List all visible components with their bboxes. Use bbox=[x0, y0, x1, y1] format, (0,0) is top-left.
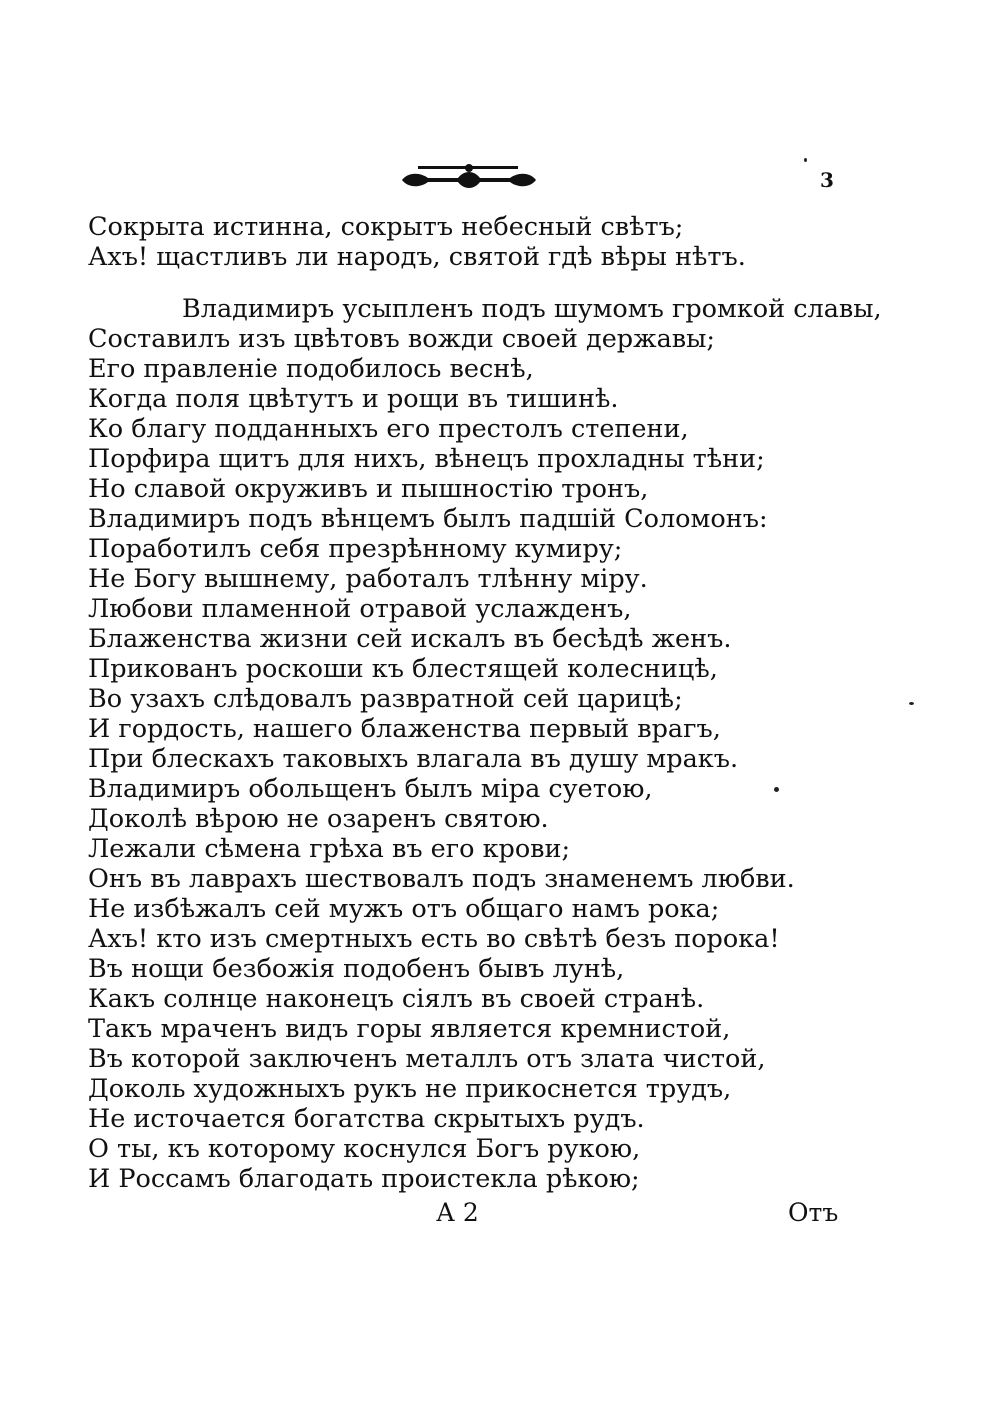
poem-line: Доколь художныхъ рукъ не прикоснется трудъ, bbox=[88, 1074, 732, 1104]
signature-mark: А 2 bbox=[436, 1198, 479, 1227]
poem-line: Составилъ изъ цвѣтовъ вожди своей державы; bbox=[88, 324, 716, 354]
page-number: 3 bbox=[820, 168, 834, 192]
poem-line: Порфира щитъ для нихъ, вѣнецъ прохладны тѣни; bbox=[88, 444, 765, 474]
poem-line: Когда поля цвѣтутъ и рощи въ тишинѣ. bbox=[88, 384, 619, 414]
poem-line: Ахъ! щастливъ ли народъ, святой гдѣ вѣры нѣтъ. bbox=[88, 242, 746, 272]
poem-line: Сокрыта истинна, сокрытъ небесный свѣтъ; bbox=[88, 212, 684, 242]
poem-line: Ко благу подданныхъ его престолъ степени, bbox=[88, 414, 689, 444]
poem-line: При блескахъ таковыхъ влагала въ душу мракъ. bbox=[88, 744, 739, 774]
poem-line: Владимиръ обольщенъ былъ міра суетою, bbox=[88, 774, 653, 804]
poem-line: Не источается богатства скрытыхъ рудъ. bbox=[88, 1104, 645, 1134]
poem-line: Но славой окруживъ и пышностію тронъ, bbox=[88, 474, 649, 504]
poem-line: Владимиръ усыпленъ подъ шумомъ громкой славы, bbox=[182, 294, 882, 324]
ink-speck bbox=[804, 158, 807, 162]
poem-line: Прикованъ роскоши къ блестящей колесницѣ, bbox=[88, 654, 718, 684]
poem-line: Не Богу вышнему, работалъ тлѣнну міру. bbox=[88, 564, 648, 594]
poem-line: Во узахъ слѣдовалъ развратной сей царицѣ; bbox=[88, 684, 683, 714]
poem-line: Какъ солнце наконецъ сіялъ въ своей странѣ. bbox=[88, 984, 705, 1014]
poem-line: Поработилъ себя презрѣнному кумиру; bbox=[88, 534, 623, 564]
catchword: Отъ bbox=[788, 1198, 839, 1227]
poem-line: Въ которой заключенъ металлъ отъ злата чистой, bbox=[88, 1044, 766, 1074]
poem-line: Такъ мраченъ видъ горы является кремнистой, bbox=[88, 1014, 731, 1044]
poem-line: Ахъ! кто изъ смертныхъ есть во свѣтѣ безъ порока! bbox=[88, 924, 780, 954]
poem-line: Владимиръ подъ вѣнцемъ былъ падшій Соломонъ: bbox=[88, 504, 768, 534]
printer-ornament-headpiece bbox=[398, 160, 540, 194]
poem-line: Онъ въ лаврахъ шествовалъ подъ знаменемъ любви. bbox=[88, 864, 795, 894]
poem-line: Лежали сѣмена грѣха въ его крови; bbox=[88, 834, 571, 864]
poem-line: О ты, къ которому коснулся Богъ рукою, bbox=[88, 1134, 641, 1164]
poem-text bbox=[88, 212, 882, 1194]
poem-line: Въ нощи безбожія подобенъ бывъ лунѣ, bbox=[88, 954, 625, 984]
poem-line: И гордость, нашего блаженства первый врагъ, bbox=[88, 714, 721, 744]
ink-speck bbox=[909, 702, 914, 705]
poem-line: Любови пламенной отравой услажденъ, bbox=[88, 594, 632, 624]
poem-line: Не избѣжалъ сей мужъ отъ общаго намъ рока; bbox=[88, 894, 720, 924]
poem-line: И Россамъ благодать проистекла рѣкою; bbox=[88, 1164, 640, 1194]
poem-line: Его правленіе подобилось веснѣ, bbox=[88, 354, 534, 384]
poem-line: Доколѣ вѣрою не озаренъ святою. bbox=[88, 804, 549, 834]
poem-line: Блаженства жизни сей искалъ въ бесѣдѣ женъ. bbox=[88, 624, 732, 654]
